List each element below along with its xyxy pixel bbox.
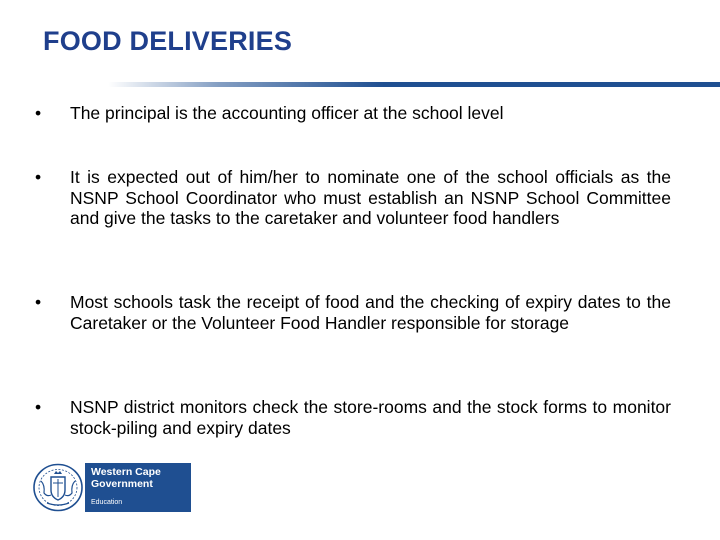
- bullet-marker: •: [35, 292, 42, 312]
- coat-of-arms-icon: [32, 463, 84, 512]
- bullet-marker: •: [35, 103, 42, 123]
- logo-brand-box: [85, 463, 191, 512]
- logo-line-2: Government: [91, 478, 153, 490]
- bullet-marker: •: [35, 397, 42, 417]
- western-cape-government-logo: [32, 463, 191, 512]
- logo-name: [91, 466, 189, 490]
- title-divider: [108, 82, 720, 87]
- bullet-text: NSNP district monitors check the store-rooms and the stock forms to monitor stock-piling and expiry dates: [70, 397, 671, 438]
- bullet-text: The principal is the accounting officer at the school level: [70, 103, 504, 123]
- logo-department: Education: [91, 499, 123, 506]
- slide-title: FOOD DELIVERIES: [43, 26, 293, 56]
- logo-line-1: Western Cape: [91, 466, 161, 478]
- bullet-marker: •: [35, 167, 42, 187]
- bullet-text: It is expected out of him/her to nominate one of the school officials as the NSNP School Coordinator who must establish an NSNP School Committee and give the tasks to the caretaker and volunteer food handlers: [70, 167, 671, 228]
- bullet-text: Most schools task the receipt of food and the checking of expiry dates to the Caretaker or the Volunteer Food Handler responsible for storage: [70, 292, 671, 333]
